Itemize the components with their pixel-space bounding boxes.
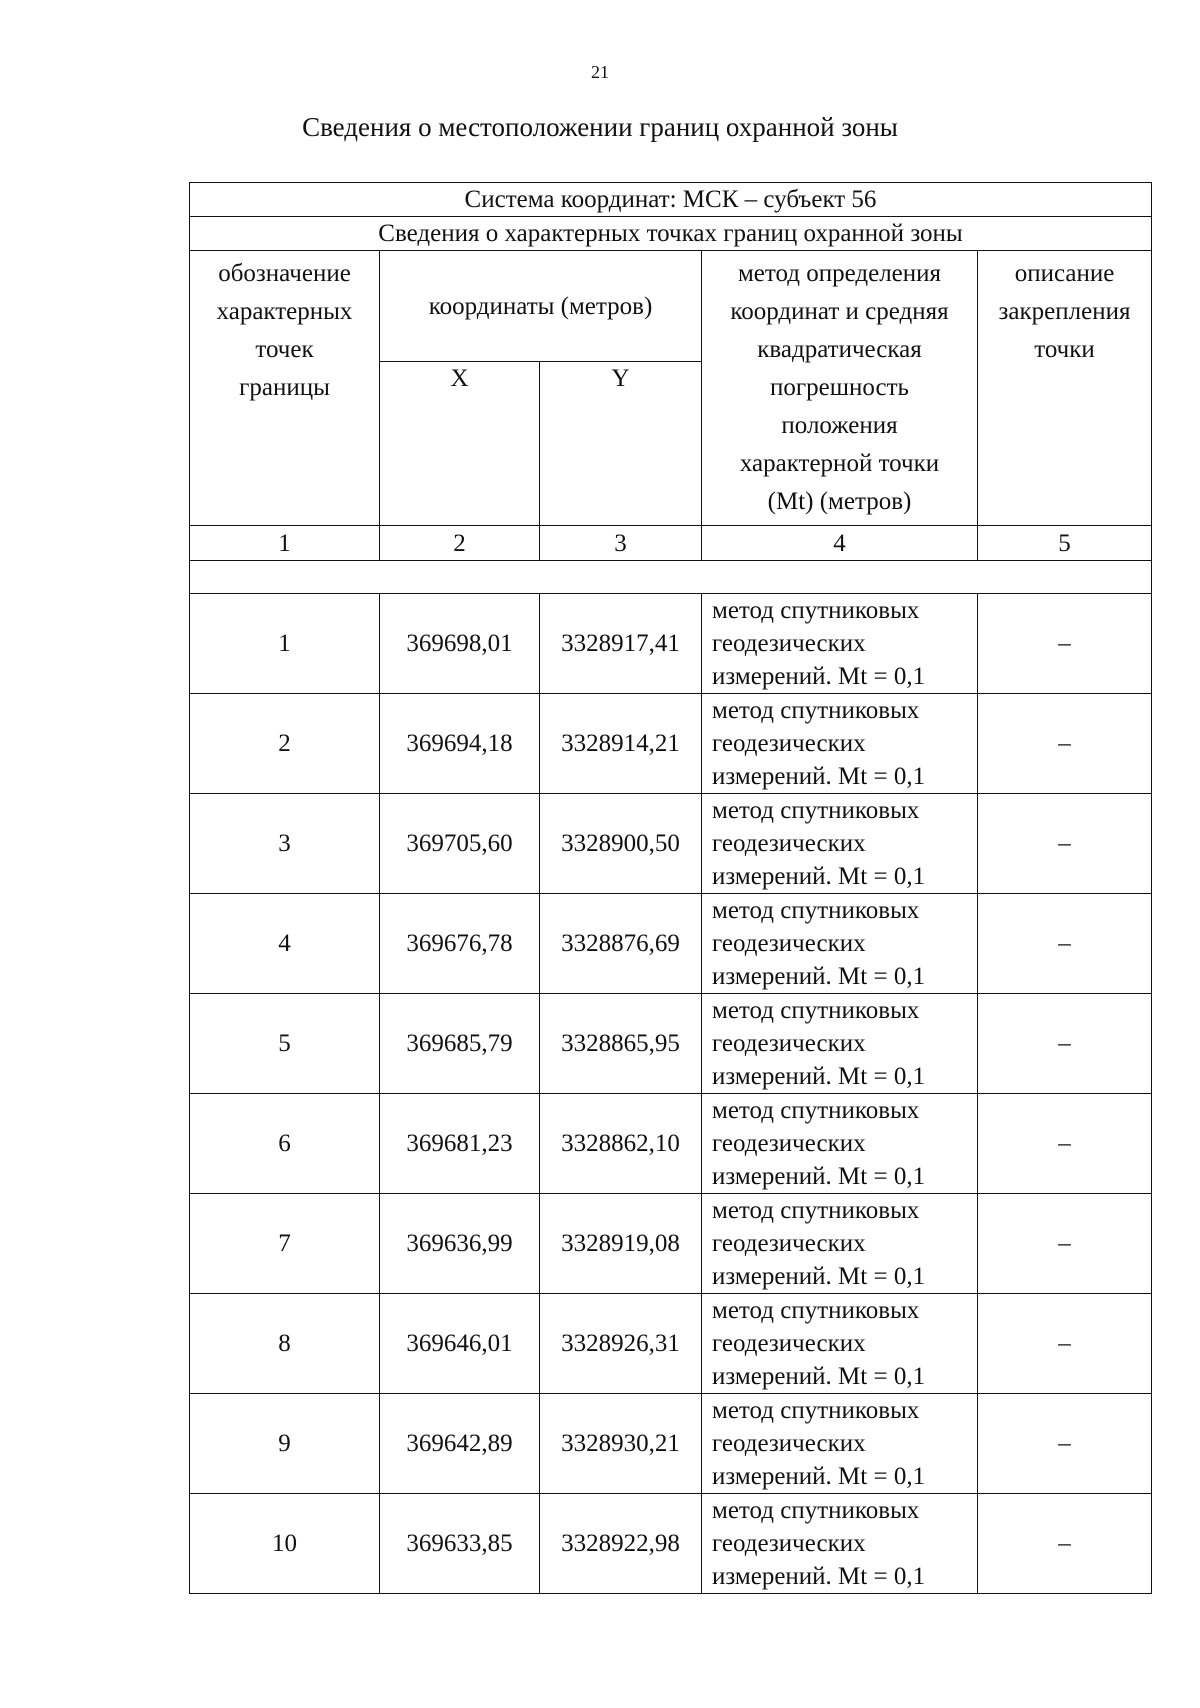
- header-method-line: координат и средняя: [730, 298, 949, 325]
- method-cell: [702, 894, 978, 994]
- table-row: [190, 594, 1152, 694]
- method-line: геодезических: [712, 1130, 866, 1157]
- table-row: [190, 1494, 1152, 1594]
- point-number-cell: 6: [190, 1094, 380, 1194]
- method-line: измерений. Mt = 0,1: [712, 1363, 926, 1390]
- fixing-cell: –: [978, 1394, 1152, 1494]
- method-cell: [702, 1494, 978, 1594]
- column-number: 4: [702, 526, 978, 561]
- header-designation-line: границы: [239, 374, 330, 401]
- point-number-cell: 7: [190, 1194, 380, 1294]
- page-number: 21: [591, 62, 609, 82]
- header-method-line: квадратическая: [757, 336, 922, 363]
- fixing-cell: –: [978, 994, 1152, 1094]
- fixing-cell: –: [978, 694, 1152, 794]
- header-y: Y: [540, 362, 702, 526]
- method-line: геодезических: [712, 1030, 866, 1057]
- x-coordinate-cell: 369646,01: [380, 1294, 540, 1394]
- y-coordinate-cell: 3328914,21: [540, 694, 702, 794]
- y-coordinate-cell: 3328862,10: [540, 1094, 702, 1194]
- method-line: геодезических: [712, 1430, 866, 1457]
- x-coordinate-cell: 369642,89: [380, 1394, 540, 1494]
- y-coordinate-cell: 3328919,08: [540, 1194, 702, 1294]
- fixing-cell: –: [978, 1094, 1152, 1194]
- method-line: измерений. Mt = 0,1: [712, 1163, 926, 1190]
- fixing-cell: –: [978, 1494, 1152, 1594]
- point-number-cell: 2: [190, 694, 380, 794]
- method-line: метод спутниковых: [712, 797, 920, 824]
- column-number: 1: [190, 526, 380, 561]
- header-method-line: метод определения: [737, 260, 942, 287]
- method-line: измерений. Mt = 0,1: [712, 1063, 926, 1090]
- fixing-cell: –: [978, 594, 1152, 694]
- header-row: [190, 251, 1152, 362]
- x-coordinate-cell: 369636,99: [380, 1194, 540, 1294]
- header-x: X: [380, 362, 540, 526]
- fixing-cell: –: [978, 894, 1152, 994]
- method-line: измерений. Mt = 0,1: [712, 763, 926, 790]
- y-coordinate-cell: 3328917,41: [540, 594, 702, 694]
- method-line: измерений. Mt = 0,1: [712, 963, 926, 990]
- column-number-row: [190, 526, 1152, 561]
- header-coordinates: координаты (метров): [380, 251, 702, 362]
- point-number-cell: 4: [190, 894, 380, 994]
- method-line: измерений. Mt = 0,1: [712, 663, 926, 690]
- method-line: метод спутниковых: [712, 1397, 920, 1424]
- column-number: 5: [978, 526, 1152, 561]
- header-fixing-line: закрепления: [998, 298, 1131, 325]
- method-cell: [702, 1294, 978, 1394]
- method-cell: [702, 694, 978, 794]
- method-cell: [702, 1394, 978, 1494]
- x-coordinate-cell: 369694,18: [380, 694, 540, 794]
- empty-row: [190, 561, 1152, 594]
- y-coordinate-cell: 3328922,98: [540, 1494, 702, 1594]
- method-line: геодезических: [712, 630, 866, 657]
- point-number-cell: 5: [190, 994, 380, 1094]
- method-line: геодезических: [712, 730, 866, 757]
- method-line: измерений. Mt = 0,1: [712, 1563, 926, 1590]
- header-fixing-line: описание: [1014, 260, 1115, 287]
- coordinate-system-cell: Система координат: МСК – субъект 56: [190, 183, 1152, 217]
- x-coordinate-cell: 369698,01: [380, 594, 540, 694]
- table-row: [190, 694, 1152, 794]
- fixing-cell: –: [978, 794, 1152, 894]
- header-method-line: характерной точки: [739, 450, 940, 477]
- section-title-cell: Сведения о характерных точках границ охранной зоны: [190, 217, 1152, 251]
- y-coordinate-cell: 3328930,21: [540, 1394, 702, 1494]
- method-cell: [702, 994, 978, 1094]
- method-line: измерений. Mt = 0,1: [712, 863, 926, 890]
- table-row: [190, 794, 1152, 894]
- header-designation-line: точек: [255, 336, 314, 363]
- header-designation-line: обозначение: [218, 260, 351, 287]
- method-line: геодезических: [712, 1330, 866, 1357]
- table-row: [190, 1094, 1152, 1194]
- header-method-line: погрешность: [770, 374, 909, 401]
- section-title-row: [190, 217, 1152, 251]
- method-line: метод спутниковых: [712, 1197, 920, 1224]
- method-line: геодезических: [712, 830, 866, 857]
- method-line: измерений. Mt = 0,1: [712, 1263, 926, 1290]
- method-cell: [702, 794, 978, 894]
- method-cell: [702, 1094, 978, 1194]
- fixing-cell: –: [978, 1194, 1152, 1294]
- column-number: 2: [380, 526, 540, 561]
- header-designation-line: характерных: [216, 298, 353, 325]
- x-coordinate-cell: 369705,60: [380, 794, 540, 894]
- method-line: метод спутниковых: [712, 1497, 920, 1524]
- point-number-cell: 3: [190, 794, 380, 894]
- method-line: метод спутниковых: [712, 1297, 920, 1324]
- point-number-cell: 8: [190, 1294, 380, 1394]
- method-line: метод спутниковых: [712, 597, 920, 624]
- column-number: 3: [540, 526, 702, 561]
- x-coordinate-cell: 369633,85: [380, 1494, 540, 1594]
- table-row: [190, 1194, 1152, 1294]
- table-row: [190, 994, 1152, 1094]
- method-line: геодезических: [712, 1530, 866, 1557]
- coordinates-table: [189, 182, 1152, 1594]
- point-number-cell: 1: [190, 594, 380, 694]
- method-line: метод спутниковых: [712, 897, 920, 924]
- x-coordinate-cell: 369676,78: [380, 894, 540, 994]
- y-coordinate-cell: 3328865,95: [540, 994, 702, 1094]
- page-title: Сведения о местоположении границ охранной зоны: [302, 112, 898, 142]
- header-method-line: (Mt) (метров): [767, 488, 912, 515]
- table-row: [190, 894, 1152, 994]
- header-method: [702, 251, 978, 526]
- table-row: [190, 1394, 1152, 1494]
- x-coordinate-cell: 369685,79: [380, 994, 540, 1094]
- point-number-cell: 9: [190, 1394, 380, 1494]
- method-line: геодезических: [712, 1230, 866, 1257]
- method-line: геодезических: [712, 930, 866, 957]
- empty-cell: [190, 561, 1152, 594]
- method-cell: [702, 1194, 978, 1294]
- header-method-line: положения: [781, 412, 898, 439]
- fixing-cell: –: [978, 1294, 1152, 1394]
- coordinate-system-row: [190, 183, 1152, 217]
- header-fixing: [978, 251, 1152, 526]
- header-designation: [190, 251, 380, 526]
- x-coordinate-cell: 369681,23: [380, 1094, 540, 1194]
- method-line: измерений. Mt = 0,1: [712, 1463, 926, 1490]
- point-number-cell: 10: [190, 1494, 380, 1594]
- method-line: метод спутниковых: [712, 1097, 920, 1124]
- data-rows: [190, 594, 1152, 1594]
- method-line: метод спутниковых: [712, 997, 920, 1024]
- method-cell: [702, 594, 978, 694]
- method-line: метод спутниковых: [712, 697, 920, 724]
- header-fixing-line: точки: [1034, 336, 1095, 363]
- table-row: [190, 1294, 1152, 1394]
- y-coordinate-cell: 3328926,31: [540, 1294, 702, 1394]
- y-coordinate-cell: 3328876,69: [540, 894, 702, 994]
- y-coordinate-cell: 3328900,50: [540, 794, 702, 894]
